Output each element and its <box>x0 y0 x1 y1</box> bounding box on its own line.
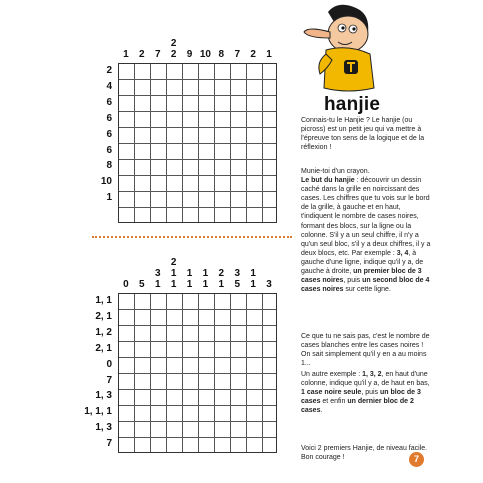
column-clue: 2 <box>170 38 177 49</box>
grid-line <box>119 341 276 342</box>
column-clue: 2 <box>170 257 177 268</box>
grid-line <box>119 309 276 310</box>
grid-line <box>119 111 276 112</box>
row-clue: 1, 2 <box>95 326 112 338</box>
column-clue: 1 <box>266 49 272 60</box>
column-clue: 1 <box>170 268 177 279</box>
column-clue: 5 <box>234 279 241 290</box>
row-clue: 1, 3 <box>95 422 112 434</box>
grid-line <box>119 127 276 128</box>
grid-line <box>119 389 276 390</box>
intro-paragraph: Connais-tu le Hanjie ? Le hanjie (ou picross) est un petit jeu qui va mettre à l'épreuve ton sens de la logique et de la réflexion ! <box>301 117 425 152</box>
row-clue: 6 <box>106 112 112 124</box>
row-clue: 2, 1 <box>95 310 112 322</box>
column-clue: 1 <box>186 268 193 279</box>
grid-line <box>119 437 276 438</box>
grid-line <box>119 175 276 176</box>
column-clue: 2 <box>139 49 145 60</box>
column-clue: 1 <box>202 268 209 279</box>
rules-paragraph: Munie-toi d'un crayon. Le but du hanjie : découvrir un dessin caché dans la grille en noircissant des cases. Les chiffres que tu vois sur le bord de la grille, à gauche et en haut, t'indiquent le nombre de cases noires, formant des blocs, sur la ligne ou la colonne. S'il y a un seul chiffre, il n'y a qu'un seul bloc, s'il y a deux chiffres, il y a deux blocs, etc. Par exemple : 3, 4, à gauche d'une ligne, indique qu'il y a, de gauche à droite, un premier bloc de 3 cases noires, puis un second bloc de 4 cases noires sur cette ligne. <box>301 168 431 294</box>
grid-line <box>119 159 276 160</box>
column-clue: 3 <box>266 279 272 290</box>
row-clue: 2 <box>106 65 112 76</box>
column-clue: 1 <box>250 268 256 279</box>
row-clue: 1, 1 <box>95 295 112 306</box>
column-clue: 1 <box>218 279 225 290</box>
dotted-divider <box>92 236 292 238</box>
column-clue: 1 <box>154 279 161 290</box>
column-clue: 10 <box>199 49 211 60</box>
column-clue: 7 <box>154 49 161 60</box>
row-clue: 6 <box>106 144 112 156</box>
grid-line <box>119 207 276 208</box>
grid-line <box>119 95 276 96</box>
column-clue: 1 <box>250 279 256 290</box>
grid-line <box>119 421 276 422</box>
column-clue: 1 <box>202 279 209 290</box>
column-clue: 1 <box>123 49 129 60</box>
row-clue: 4 <box>106 80 112 92</box>
row-clue: 1, 3 <box>95 390 112 402</box>
row-clue: 8 <box>106 160 112 172</box>
column-clue: 9 <box>186 49 193 60</box>
row-clue: 0 <box>106 358 112 370</box>
row-clue: 10 <box>100 176 112 188</box>
column-clue: 3 <box>154 268 161 279</box>
grid-line <box>119 143 276 144</box>
column-clue: 2 <box>250 49 256 60</box>
grid-line <box>119 405 276 406</box>
row-clue: 1 <box>106 192 112 204</box>
page-title: hanjie <box>324 94 381 115</box>
column-clue: 8 <box>218 49 225 60</box>
example-paragraph: Un autre exemple : 1, 3, 2, en haut d'une colonne, indique qu'il y a, de haut en bas, 1 case noire seule, puis un bloc de 3 cases et enfin un dernier bloc de 2 cases. <box>301 371 430 415</box>
puzzle-2-grid[interactable] <box>118 293 277 453</box>
column-clue: 1 <box>186 279 193 290</box>
row-clue: 2, 1 <box>95 342 112 354</box>
row-clue: 7 <box>106 438 112 450</box>
column-clue: 0 <box>123 279 129 290</box>
page-number: 7 <box>409 452 424 467</box>
closing-paragraph: Voici 2 premiers Hanjie, de niveau facile. Bon courage ! <box>301 445 428 462</box>
row-clue: 1, 1, 1 <box>84 406 112 418</box>
row-clue: 7 <box>106 374 112 386</box>
grid-line <box>119 357 276 358</box>
row-clue: 6 <box>106 96 112 108</box>
column-clue: 2 <box>218 268 225 279</box>
grid-line <box>119 325 276 326</box>
puzzle-1-grid[interactable] <box>118 63 277 223</box>
column-clue: 7 <box>234 49 241 60</box>
grid-line <box>119 79 276 80</box>
column-clue: 5 <box>139 279 145 290</box>
column-clue: 1 <box>170 279 177 290</box>
note-paragraph: Ce que tu ne sais pas, c'est le nombre de cases blanches entre les cases noires ! On sait simplement qu'il y en a au moins 1... <box>301 333 430 368</box>
grid-line <box>119 373 276 374</box>
mascot-illustration <box>298 2 380 94</box>
row-clue: 6 <box>106 128 112 140</box>
column-clue: 3 <box>234 268 241 279</box>
grid-line <box>119 191 276 192</box>
column-clue: 2 <box>170 49 177 60</box>
